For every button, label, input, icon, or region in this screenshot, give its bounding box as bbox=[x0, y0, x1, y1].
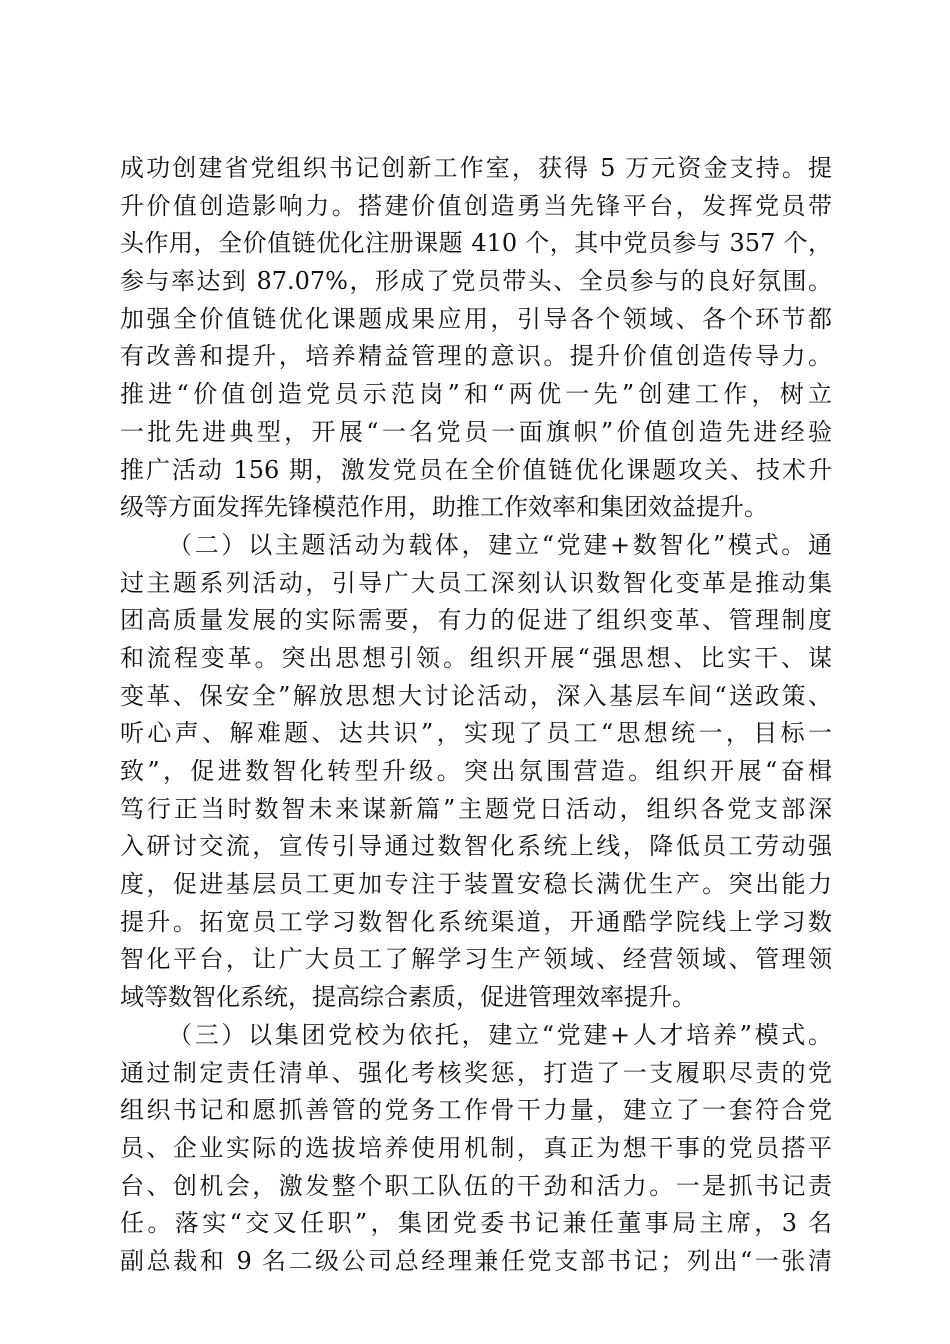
text-line: 致”，促进数智化转型升级。突出氛围营造。组织开展“奋楫 bbox=[120, 757, 832, 785]
text-line: 听心声、解难题、达共识”，实现了员工“思想统一，目标一 bbox=[120, 719, 832, 748]
text-line: 智化平台，让广大员工了解学习生产领域、经营领域、管理领 bbox=[120, 945, 832, 974]
text-line: 任。落实“交叉任职”，集团党委书记兼任董事局主席，3 名 bbox=[120, 1209, 832, 1238]
paragraph-heading-line: （二）以主题活动为载体，建立“党建+数智化”模式。通 bbox=[168, 530, 832, 559]
text-line: 推进“价值创造党员示范岗”和“两优一先”创建工作，树立 bbox=[120, 380, 832, 409]
text-line: 过主题系列活动，引导广大员工深刻认识数智化变革是推动集 bbox=[120, 568, 832, 597]
paragraph-heading-line: （三）以集团党校为依托，建立“党建+人才培养”模式。 bbox=[168, 1020, 832, 1049]
text-line: 升价值创造影响力。搭建价值创造勇当先锋平台，发挥党员带 bbox=[120, 191, 832, 220]
text-line: 参与率达到 87.07%，形成了党员带头、全员参与的良好氛围。 bbox=[120, 267, 832, 296]
text-line: 和流程变革。突出思想引领。组织开展“强思想、比实干、谋 bbox=[120, 643, 832, 672]
text-line: 头作用，全价值链优化注册课题 410 个，其中党员参与 357 个， bbox=[120, 229, 832, 258]
text-line: 员、企业实际的选拔培养使用机制，真正为想干事的党员搭平 bbox=[120, 1133, 832, 1162]
text-line: 组织书记和愿抓善管的党务工作骨干力量，建立了一套符合党 bbox=[120, 1096, 832, 1125]
text-line: 团高质量发展的实际需要，有力的促进了组织变革、管理制度 bbox=[120, 606, 832, 635]
text-line: 一批先进典型，开展“一名党员一面旗帜”价值创造先进经验 bbox=[120, 417, 832, 446]
text-line: 笃行正当时数智未来谋新篇”主题党日活动，组织各党支部深 bbox=[120, 794, 832, 823]
text-line: 提升。拓宽员工学习数智化系统渠道，开通酷学院线上学习数 bbox=[120, 907, 832, 936]
text-line: 成功创建省党组织书记创新工作室，获得 5 万元资金支持。提 bbox=[120, 154, 832, 182]
text-line: 通过制定责任清单、强化考核奖惩，打造了一支履职尽责的党 bbox=[120, 1058, 832, 1087]
text-line: 推广活动 156 期，激发党员在全价值链优化课题攻关、技术升 bbox=[120, 455, 832, 484]
body-text bbox=[120, 150, 832, 1281]
text-line: 台、创机会，激发整个职工队伍的干劲和活力。一是抓书记责 bbox=[120, 1171, 832, 1200]
text-line: 入研讨交流，宣传引导通过数智化系统上线，降低员工劳动强 bbox=[120, 832, 832, 861]
text-line: 副总裁和 9 名二级公司总经理兼任党支部书记；列出“一张清 bbox=[120, 1246, 832, 1275]
text-line: 有改善和提升，培养精益管理的意识。提升价值创造传导力。 bbox=[120, 342, 832, 371]
text-line: 级等方面发挥先锋模范作用，助推工作效率和集团效益提升。 bbox=[120, 493, 768, 522]
text-line: 域等数智化系统，提高综合素质，促进管理效率提升。 bbox=[120, 983, 696, 1012]
text-line: 度，促进基层员工更加专注于装置安稳长满优生产。突出能力 bbox=[120, 870, 832, 899]
text-line: 变革、保安全”解放思想大讨论活动，深入基层车间“送政策、 bbox=[120, 681, 832, 710]
text-line: 加强全价值链优化课题成果应用，引导各个领域、各个环节都 bbox=[120, 304, 832, 333]
